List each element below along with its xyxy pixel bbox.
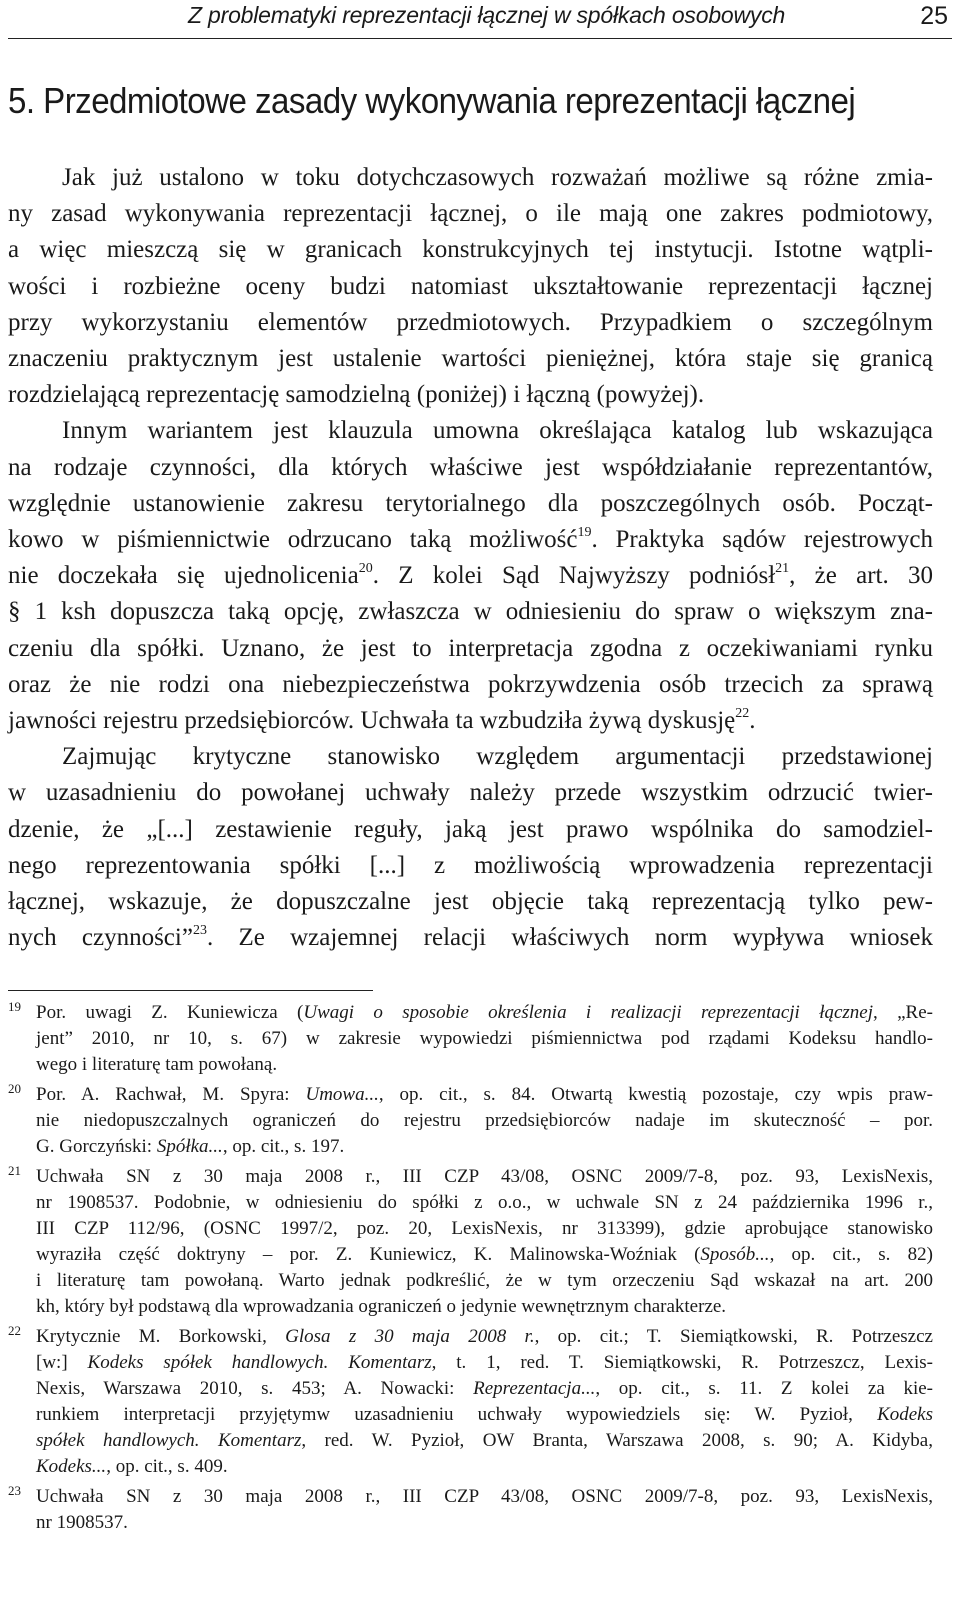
footnote-ref-21[interactable]: 21 xyxy=(775,561,790,577)
italic-title: Kodeks xyxy=(877,1404,933,1425)
footnote-number: 20 xyxy=(8,1081,21,1096)
text-run: kowo w piśmiennictwie odrzucano taką możliwość xyxy=(8,526,578,554)
text-line: względnie ustanowienie zakresu terytorialnego dla poszczególnych osób. Począt- xyxy=(8,489,933,517)
text-run: , op. cit., s. 11. Z kolei za kie- xyxy=(595,1378,933,1399)
paragraph-2 xyxy=(8,413,933,739)
text-line xyxy=(8,920,933,956)
footnote-line xyxy=(36,1402,933,1428)
footnote-line: kh, który był podstawą dla wprowadzania ograniczeń o jedynie wewnętrznym charakterze. xyxy=(36,1296,727,1317)
text-run: Por. uwagi Z. Kuniewicza ( xyxy=(36,1002,304,1023)
footnote-line xyxy=(36,1454,933,1480)
text-line: Jak już ustalono w toku dotychczasowych rozważań możliwe są różne zmia- xyxy=(62,164,933,191)
text-line xyxy=(8,558,933,594)
text-line: ny zasad wykonywania reprezentacji łącznej, o ile mają one zakres podmiotowy, xyxy=(8,200,933,228)
footnote-number: 23 xyxy=(8,1483,21,1498)
footnote-23 xyxy=(8,1484,933,1536)
footnote-20 xyxy=(8,1082,933,1160)
footnote-ref-20[interactable]: 20 xyxy=(358,561,373,577)
running-head-title: Z problematyki reprezentacji łącznej w spółkach osobowych xyxy=(188,2,786,28)
text-run: runkiem interpretacji przyjętymw uzasadnieniu uchwały wypowiedziels się: W. Pyzioł, xyxy=(36,1404,878,1425)
text-run: , op. cit., s. 409. xyxy=(106,1456,228,1477)
italic-title: Kodeks... xyxy=(36,1456,107,1477)
text-run: , op. cit., s. 197. xyxy=(222,1136,345,1157)
footnote-line: III CZP 112/96, (OSNC 1997/2, poz. 20, LexisNexis, nr 313399), gdzie aprobujące stanowisko xyxy=(36,1218,933,1239)
text-line: czeniu dla spółki. Uznano, że jest to interpretacja zgodna z oczekiwaniami rynku xyxy=(8,634,933,662)
text-run: . Ze wzajemnej relacji właściwych norm wypływa wniosek xyxy=(206,924,934,952)
footnote-ref-23[interactable]: 23 xyxy=(192,923,207,939)
text-line: nego reprezentowania spółki [...] z możliwością wprowadzenia reprezentacji xyxy=(8,851,933,879)
paragraph-1 xyxy=(8,160,933,413)
footnote-separator xyxy=(8,990,373,991)
text-run: . Z kolei Sąd Najwyższy podniósł xyxy=(372,562,776,590)
italic-title: Sposób... xyxy=(700,1244,770,1265)
text-line: oraz że nie rodzi ona niebezpieczeństwa pokrzywdzenia osób trzecich za sprawą xyxy=(8,670,933,698)
section-heading: 5. Przedmiotowe zasady wykonywania reprezentacji łącznej xyxy=(8,80,856,121)
text-run: , op. cit., s. 82) xyxy=(769,1244,934,1265)
italic-title: Spółka... xyxy=(156,1136,223,1157)
text-run: nie doczekała się ujednolicenia xyxy=(8,562,359,590)
text-run: , op. cit., s. 84. Otwartą kwestią pozostaje, czy wpis praw- xyxy=(378,1084,934,1105)
text-line: dzenie, że „[...] zestawienie reguły, jaką jest prawo wspólnika do samodziel- xyxy=(8,815,933,843)
text-run: G. Gorczyński: xyxy=(36,1136,157,1157)
text-line: § 1 ksh dopuszcza taką opcję, zwłaszcza w odniesieniu do spraw o większym zna- xyxy=(8,598,933,626)
text-run: nych czynności” xyxy=(8,924,193,952)
footnote-line: Uchwała SN z 30 maja 2008 r., III CZP 43/08, OSNC 2009/7-8, poz. 93, LexisNexis, xyxy=(36,1166,933,1187)
footnote-ref-22[interactable]: 22 xyxy=(735,706,750,722)
footnote-line: wego i literaturę tam powołaną. xyxy=(36,1054,278,1075)
text-run: . xyxy=(749,707,756,735)
text-run: Nexis, Warszawa 2010, s. 453; A. Nowacki: xyxy=(36,1378,474,1399)
footnote-line: nr 1908537. xyxy=(36,1512,128,1533)
text-line: Zajmując krytyczne stanowisko względem argumentacji przedstawionej xyxy=(62,743,933,771)
text-line: rozdzielającą reprezentację samodzielną (poniżej) i łączną (powyżej). xyxy=(8,381,705,409)
footnote-number: 19 xyxy=(8,999,21,1014)
italic-title: Reprezentacja... xyxy=(473,1378,596,1399)
footnote-line xyxy=(36,1082,933,1108)
text-run: , op. cit.; T. Siemiątkowski, R. Potrzeszcz xyxy=(534,1326,933,1347)
footnote-line xyxy=(36,1350,933,1376)
running-header xyxy=(8,0,952,39)
paragraph-3 xyxy=(8,739,933,956)
text-run: Krytycznie M. Borkowski, xyxy=(36,1326,286,1347)
text-run: , red. W. Pyzioł, OW Branta, Warszawa 2008, s. 90; A. Kidyba, xyxy=(301,1430,933,1451)
italic-title: spółek handlowych. Komentarz xyxy=(36,1430,302,1451)
text-run: Por. A. Rachwał, M. Spyra: xyxy=(36,1084,306,1105)
text-line: przy wykorzystaniu elementów przedmiotowych. Przypadkiem o szczególnym xyxy=(8,308,933,336)
text-line: na rodzaje czynności, dla których właściwe jest współdziałanie reprezentantów, xyxy=(8,453,933,481)
text-run: wyraziła część doktryny – por. Z. Kuniewicz, K. Malinowska-Woźniak ( xyxy=(36,1244,701,1265)
footnote-line xyxy=(36,1242,933,1268)
footnote-line xyxy=(36,1000,933,1026)
footnote-line: nr 1908537. Podobnie, w odniesieniu do spółki z o.o., w uchwale SN z 24 października 1996 r., xyxy=(36,1192,933,1213)
text-run: . Praktyka sądów rejestrowych xyxy=(591,526,933,554)
text-run: , „Re- xyxy=(873,1002,933,1023)
italic-title: Uwagi o sposobie określenia i realizacji reprezentacji łącznej xyxy=(303,1002,874,1023)
text-line: łącznej, wskazuje, że dopuszczalne jest objęcie taką reprezentacją tylko pew- xyxy=(8,888,933,916)
body-text xyxy=(8,160,933,956)
text-line: Innym wariantem jest klauzula umowna określająca katalog lub wskazująca xyxy=(62,417,933,445)
footnote-line: jent” 2010, nr 10, s. 67) w zakresie wypowiedzi piśmiennictwa pod rządami Kodeksu handlo- xyxy=(36,1028,933,1049)
footnote-line xyxy=(36,1134,933,1160)
text-run: jawności rejestru przedsiębiorców. Uchwała ta wzbudziła żywą dyskusję xyxy=(8,707,736,735)
text-line: znaczeniu praktycznym jest ustalenie wartości pieniężnej, która staje się granicą xyxy=(8,345,933,373)
text-line: wości i rozbieżne oceny budzi natomiast ukształtowanie reprezentacji łącznej xyxy=(8,272,933,300)
italic-title: Kodeks spółek handlowych. Komentarz xyxy=(87,1352,432,1373)
footnote-line: i literaturę tam powołaną. Warto jednak podkreślić, że w tym orzeczeniu Sąd wskazał na art. 200 xyxy=(36,1270,933,1291)
text-line xyxy=(8,522,933,558)
text-run: , t. 1, red. T. Siemiątkowski, R. Potrzeszcz, Lexis- xyxy=(431,1352,934,1373)
italic-title: Umowa... xyxy=(305,1084,379,1105)
text-run: , że art. 30 xyxy=(789,562,933,590)
footnote-line xyxy=(36,1428,933,1454)
footnote-ref-19[interactable]: 19 xyxy=(577,525,592,541)
footnote-line xyxy=(36,1376,933,1402)
text-line xyxy=(8,703,933,739)
footnote-number: 22 xyxy=(8,1323,21,1338)
text-line: w uzasadnieniu do powołanej uchwały należy przede wszystkim odrzucić twier- xyxy=(8,779,933,807)
text-run: [w:] xyxy=(36,1352,88,1373)
footnote-21 xyxy=(8,1164,933,1320)
text-line: a więc mieszczą się w granicach konstrukcyjnych tej instytucji. Istotne wątpli- xyxy=(8,236,933,264)
italic-title: Glosa z 30 maja 2008 r. xyxy=(285,1326,535,1347)
footnotes xyxy=(8,1000,933,1540)
page-number: 25 xyxy=(920,2,948,30)
footnote-line: Uchwała SN z 30 maja 2008 r., III CZP 43/08, OSNC 2009/7-8, poz. 93, LexisNexis, xyxy=(36,1486,933,1507)
footnote-19 xyxy=(8,1000,933,1078)
footnote-22 xyxy=(8,1324,933,1480)
footnote-number: 21 xyxy=(8,1163,21,1178)
footnote-line xyxy=(36,1324,933,1350)
footnote-line: nie niedopuszczalnych ograniczeń do rejestru przedsiębiorców nadaje im skuteczność – por. xyxy=(36,1110,933,1131)
